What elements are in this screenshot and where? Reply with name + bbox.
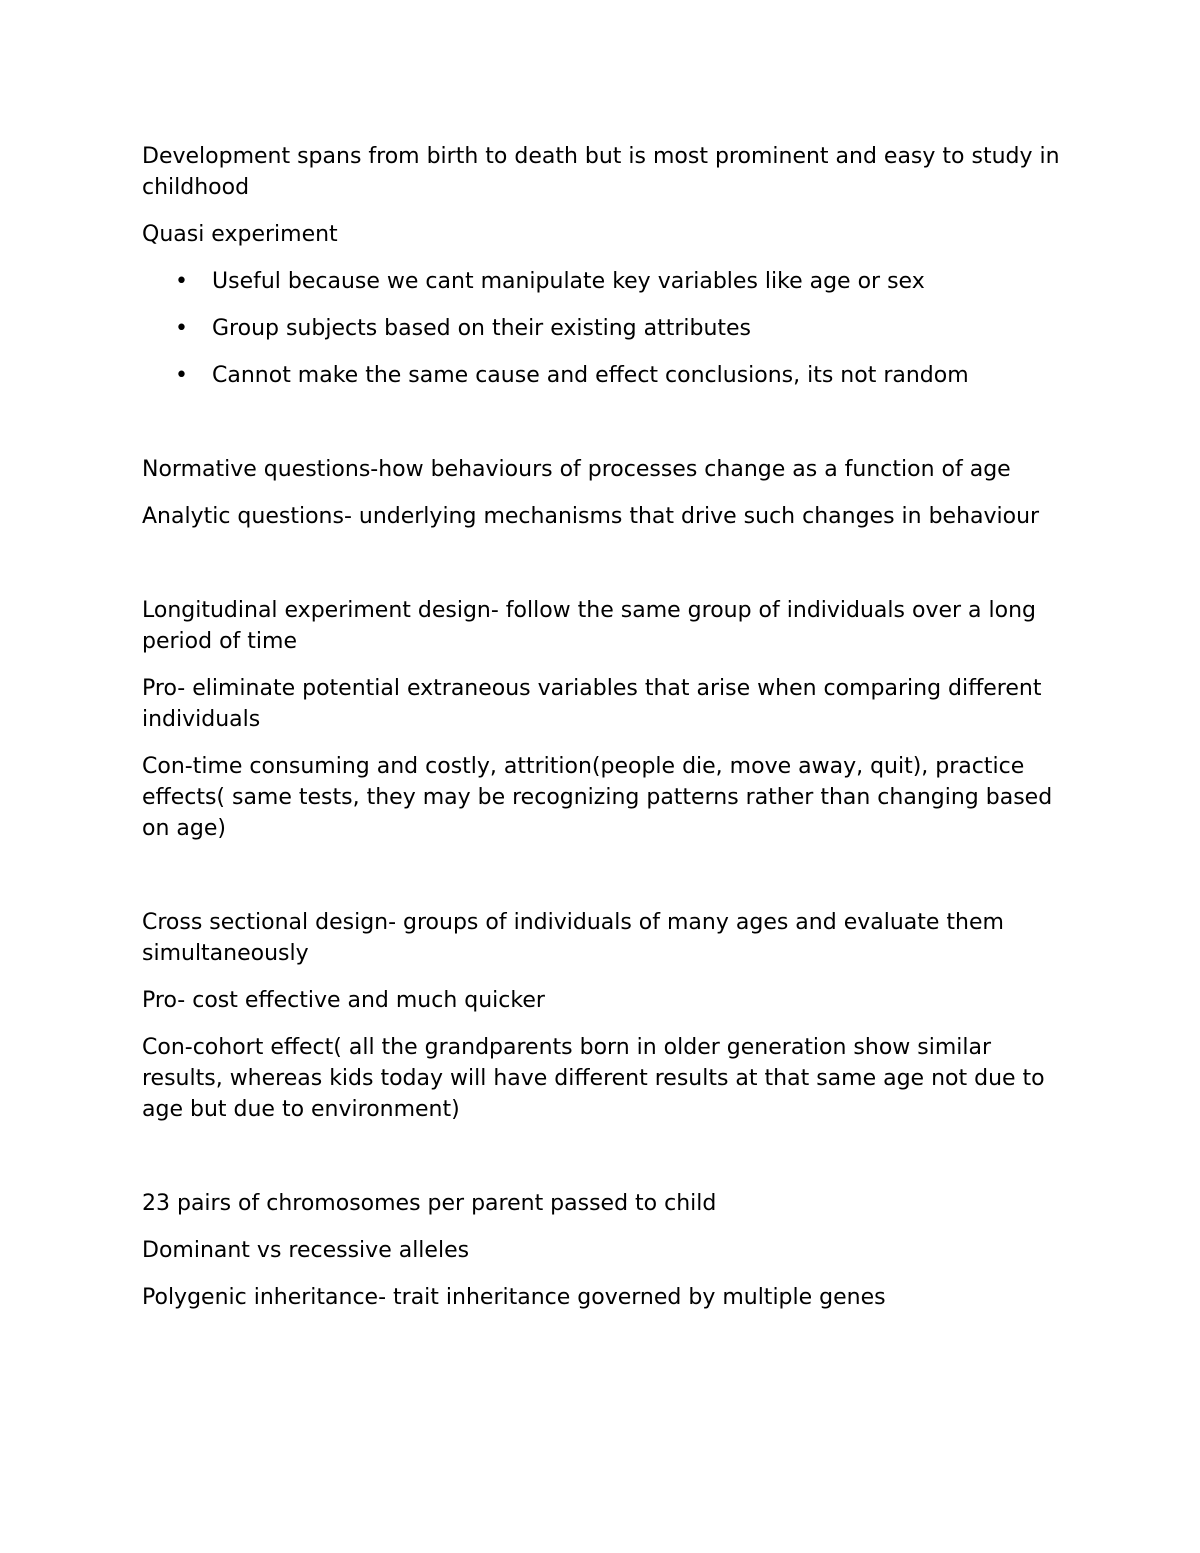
- blank-line: [142, 548, 1072, 595]
- blank-line: [142, 1141, 1072, 1188]
- bullet-icon: •: [175, 363, 188, 388]
- paragraph-longitudinal-design: Longitudinal experiment design- follow the same group of individuals over a long period of time: [142, 598, 1036, 654]
- list-item-text: Cannot make the same cause and effect conclusions, its not random: [212, 363, 969, 388]
- paragraph-longitudinal-pro: Pro- eliminate potential extraneous variables that arise when comparing different individuals: [142, 676, 1042, 732]
- paragraph-cross-sectional-design: Cross sectional design- groups of individuals of many ages and evaluate them simultaneously: [142, 910, 1004, 966]
- bullet-icon: •: [175, 269, 188, 294]
- paragraph-alleles: Dominant vs recessive alleles: [142, 1238, 470, 1263]
- paragraph-polygenic-inheritance: Polygenic inheritance- trait inheritance governed by multiple genes: [142, 1285, 886, 1310]
- paragraph-analytic-questions: Analytic questions- underlying mechanisms that drive such changes in behaviour: [142, 504, 1040, 529]
- paragraph-development: Development spans from birth to death but is most prominent and easy to study in childhood: [142, 144, 1060, 200]
- paragraph-chromosomes: 23 pairs of chromosomes per parent passed to child: [142, 1191, 717, 1216]
- quasi-experiment-list: [142, 266, 1072, 391]
- blank-line: [142, 860, 1072, 907]
- document-body: [142, 141, 1072, 1329]
- blank-line: [142, 407, 1072, 454]
- paragraph-longitudinal-con: Con-time consuming and costly, attrition(people die, move away, quit), practice effects( same tests, they may be recognizing patterns rather than changing based on age): [142, 754, 1053, 841]
- paragraph-cross-sectional-pro: Pro- cost effective and much quicker: [142, 988, 545, 1013]
- paragraph-cross-sectional-con: Con-cohort effect( all the grandparents born in older generation show similar results, whereas kids today will have different results at that same age not due to age but due to environment): [142, 1035, 1045, 1122]
- list-item: [142, 266, 1072, 297]
- list-item: [142, 313, 1072, 344]
- list-item: [142, 360, 1072, 391]
- paragraph-quasi-experiment: Quasi experiment: [142, 222, 338, 247]
- paragraph-normative-questions: Normative questions-how behaviours of processes change as a function of age: [142, 457, 1011, 482]
- list-item-text: Group subjects based on their existing attributes: [212, 316, 752, 341]
- bullet-icon: •: [175, 316, 188, 341]
- list-item-text: Useful because we cant manipulate key variables like age or sex: [212, 269, 925, 294]
